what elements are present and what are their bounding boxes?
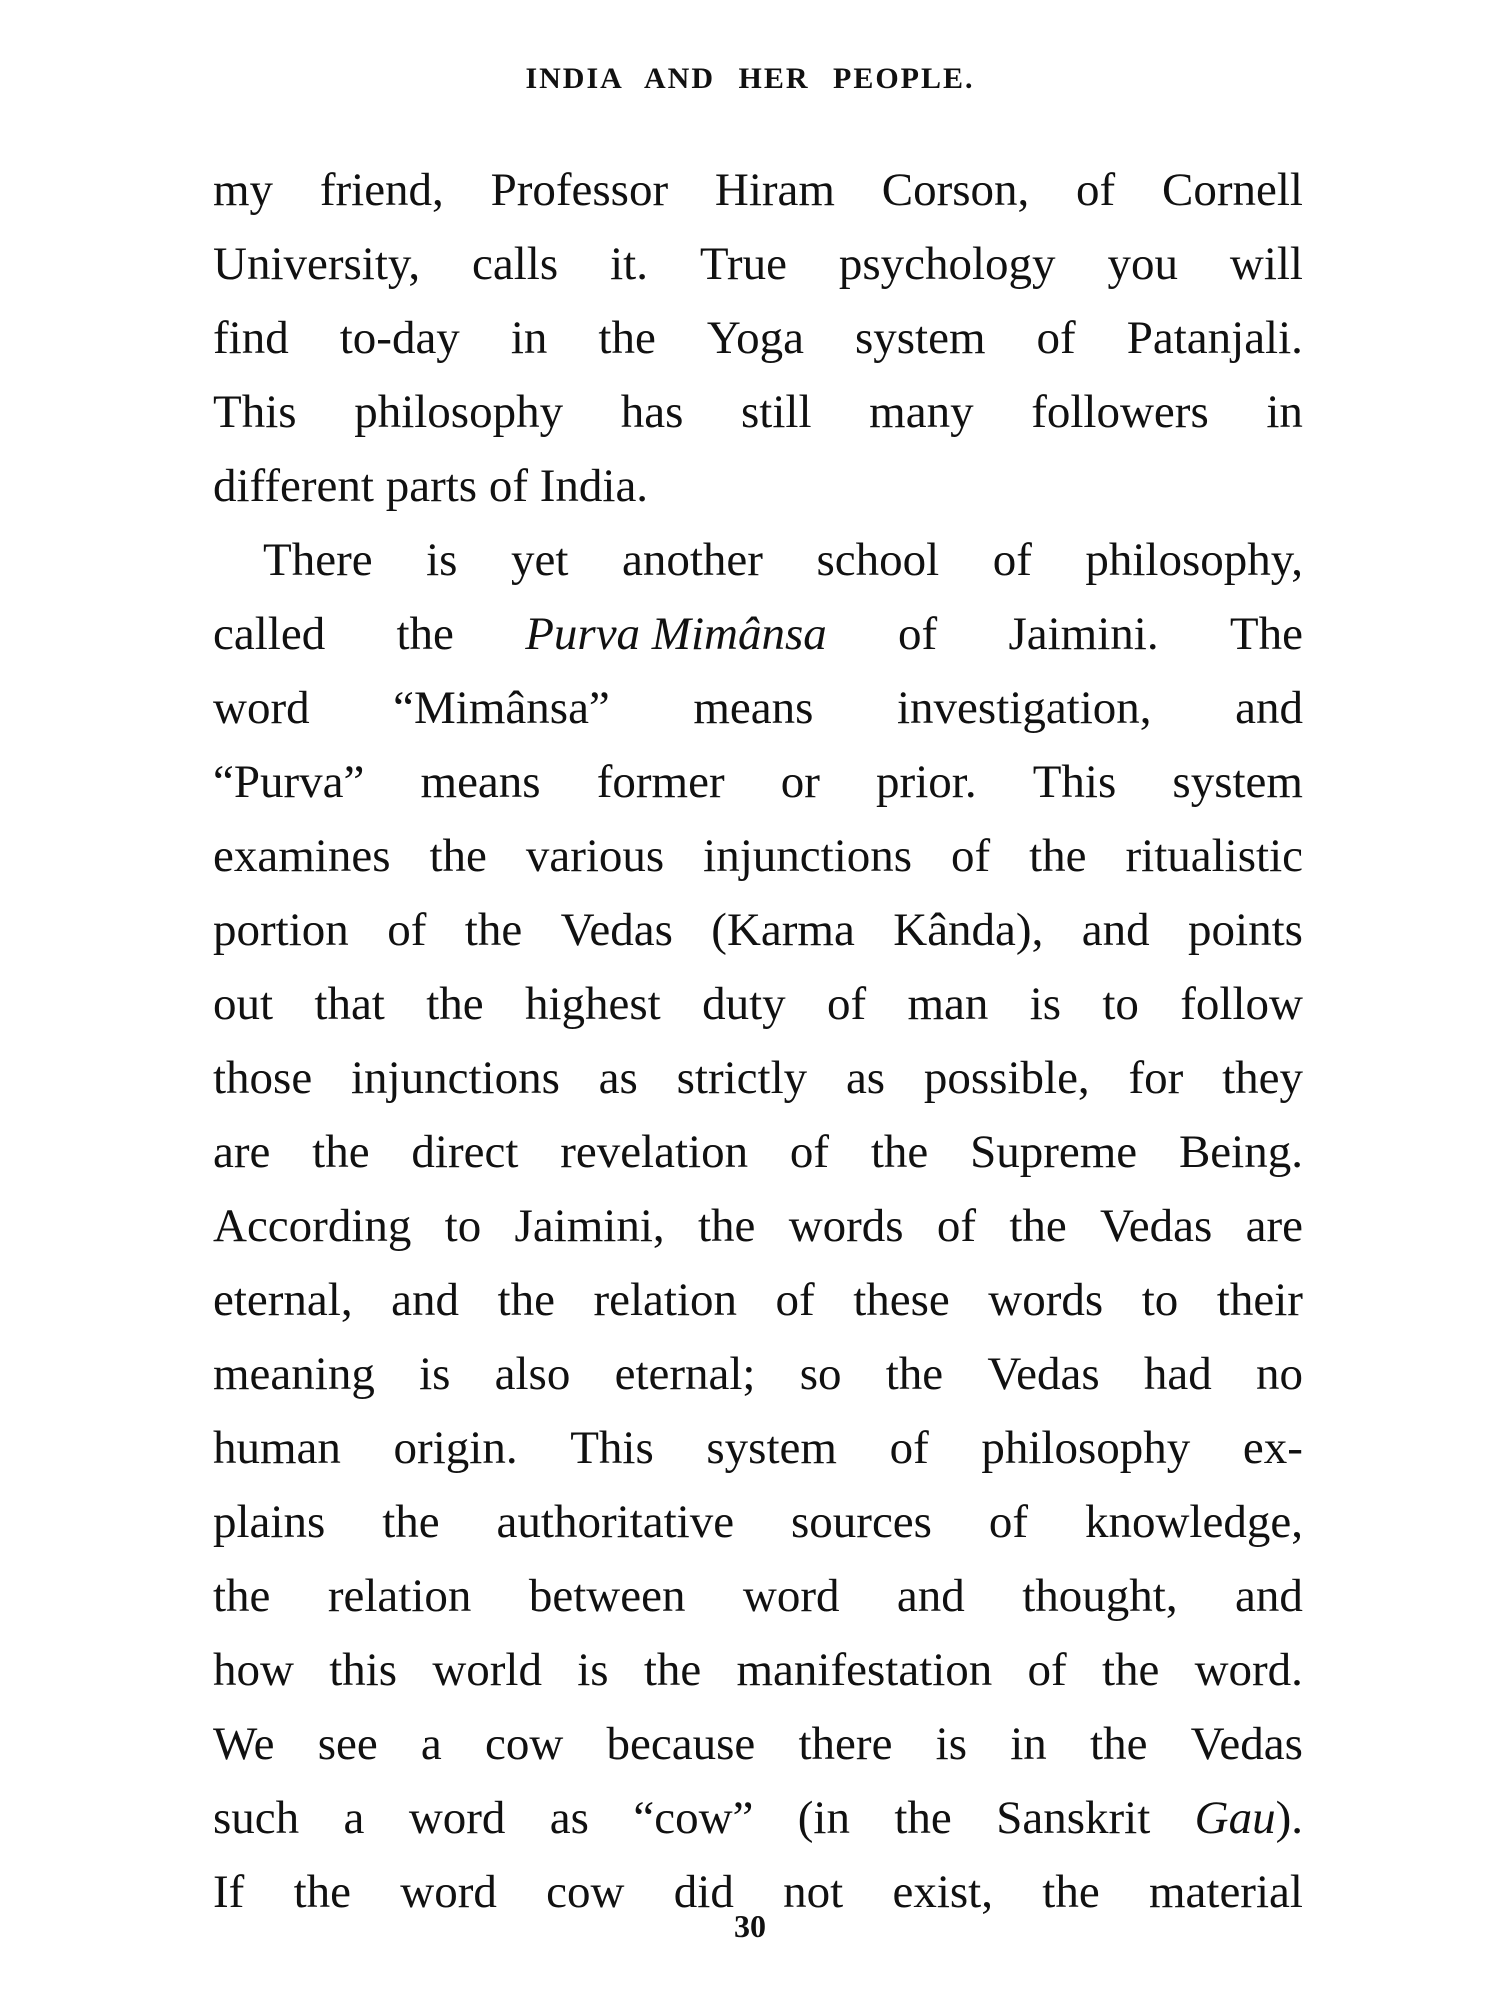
punctuation: ). xyxy=(1275,1792,1303,1844)
word: The xyxy=(1229,608,1303,660)
word: University, xyxy=(213,238,421,290)
word: the xyxy=(213,1570,271,1622)
word: of xyxy=(898,608,938,660)
word: there xyxy=(798,1718,893,1770)
text-line xyxy=(213,671,1303,745)
word: direct xyxy=(411,1126,519,1178)
word: We xyxy=(213,1718,275,1770)
word: If xyxy=(213,1866,245,1918)
text-line xyxy=(213,893,1303,967)
word: system xyxy=(706,1422,837,1474)
word: philosophy xyxy=(981,1422,1191,1474)
word: of xyxy=(889,1422,929,1474)
word: This xyxy=(1032,756,1117,808)
word: these xyxy=(853,1274,950,1326)
word: did xyxy=(673,1866,734,1918)
word: manifestation xyxy=(736,1644,993,1696)
word: Patanjali. xyxy=(1126,312,1303,364)
word xyxy=(525,597,827,671)
word: Vedas xyxy=(1100,1200,1213,1252)
word: followers xyxy=(1031,386,1209,438)
word: thought, xyxy=(1022,1570,1178,1622)
word: True xyxy=(699,238,787,290)
word: origin. xyxy=(393,1422,518,1474)
text-line xyxy=(213,1263,1303,1337)
word: injunctions xyxy=(703,830,913,882)
word: words xyxy=(988,1274,1104,1326)
word: former xyxy=(596,756,725,808)
word: word. xyxy=(1194,1644,1303,1696)
word: of xyxy=(1036,312,1076,364)
word: world xyxy=(432,1644,542,1696)
word: calls xyxy=(472,238,559,290)
word: in xyxy=(510,312,548,364)
word: India. xyxy=(539,460,649,512)
text-line xyxy=(213,1781,1303,1855)
word: the xyxy=(497,1274,555,1326)
word: exist, xyxy=(892,1866,993,1918)
word: also xyxy=(494,1348,571,1400)
text-line xyxy=(213,1559,1303,1633)
word: philosophy, xyxy=(1085,534,1303,586)
word: of xyxy=(387,904,427,956)
text-line xyxy=(213,819,1303,893)
word: Vedas xyxy=(987,1348,1100,1400)
text-line xyxy=(213,375,1303,449)
word: relation xyxy=(593,1274,738,1326)
text-line xyxy=(213,967,1303,1041)
text-line xyxy=(213,523,1303,597)
word: still xyxy=(741,386,812,438)
word: words xyxy=(788,1200,904,1252)
word: Hiram xyxy=(714,164,835,216)
word: they xyxy=(1222,1052,1303,1104)
word: to xyxy=(1102,978,1139,1030)
word: the xyxy=(429,830,487,882)
word: the xyxy=(697,1200,756,1252)
word: of xyxy=(1076,164,1116,216)
word: “Mimânsa” xyxy=(393,682,610,734)
word: According xyxy=(213,1200,412,1252)
word: (Karma xyxy=(711,904,855,956)
text-line xyxy=(213,1411,1303,1485)
word: Professor xyxy=(490,164,669,216)
word: has xyxy=(620,386,684,438)
word: friend, xyxy=(319,164,444,216)
word: authoritative xyxy=(496,1496,735,1548)
word: word xyxy=(408,1792,506,1844)
word: of xyxy=(992,534,1032,586)
word: ex- xyxy=(1242,1422,1303,1474)
word: my xyxy=(213,164,274,216)
word: Being. xyxy=(1178,1126,1303,1178)
word: sources xyxy=(791,1496,932,1548)
word: to xyxy=(444,1200,482,1252)
word: how xyxy=(213,1644,294,1696)
word: is xyxy=(426,534,458,586)
word: this xyxy=(329,1644,398,1696)
text-line xyxy=(213,1633,1303,1707)
text-line xyxy=(213,449,1303,523)
text-line xyxy=(213,1115,1303,1189)
text-line xyxy=(213,1707,1303,1781)
word: of xyxy=(988,1496,1029,1548)
word: another xyxy=(621,534,763,586)
word: There xyxy=(263,534,373,586)
word: and xyxy=(896,1570,965,1622)
word: their xyxy=(1216,1274,1303,1326)
word: is xyxy=(419,1348,451,1400)
word: in xyxy=(1010,1718,1047,1770)
word: and xyxy=(391,1274,459,1326)
word: various xyxy=(525,830,665,882)
word: examines xyxy=(213,830,391,882)
word: of xyxy=(826,978,867,1030)
word: word xyxy=(400,1866,497,1918)
word: Kânda), xyxy=(893,904,1044,956)
word: Jaimini. xyxy=(1008,608,1159,660)
word: because xyxy=(606,1718,756,1770)
word: human xyxy=(213,1422,341,1474)
word: find xyxy=(213,312,289,364)
word: Cornell xyxy=(1161,164,1303,216)
word: means xyxy=(693,682,814,734)
word: strictly xyxy=(676,1052,808,1104)
word: school xyxy=(816,534,940,586)
word: the xyxy=(1101,1644,1160,1696)
word: word xyxy=(213,682,310,734)
word: between xyxy=(528,1570,686,1622)
word: the xyxy=(598,312,656,364)
text-line xyxy=(213,1041,1303,1115)
word: is xyxy=(935,1718,968,1770)
word: “Purva” xyxy=(213,756,365,808)
word: investigation, xyxy=(897,682,1152,734)
word: of xyxy=(936,1200,977,1252)
italic-term: Gau xyxy=(1194,1792,1276,1844)
word: as xyxy=(549,1792,589,1844)
word: different xyxy=(213,460,374,512)
word: a xyxy=(420,1718,442,1770)
word: and xyxy=(1235,682,1303,734)
word: the xyxy=(885,1348,944,1400)
text-line xyxy=(213,153,1303,227)
word: it. xyxy=(610,238,648,290)
word: not xyxy=(783,1866,844,1918)
word: portion xyxy=(213,904,349,956)
word: Sanskrit xyxy=(996,1792,1151,1844)
word: cow xyxy=(485,1718,564,1770)
word: no xyxy=(1255,1348,1303,1400)
text-line xyxy=(213,301,1303,375)
word: to xyxy=(1141,1274,1179,1326)
word: or xyxy=(780,756,820,808)
word: the xyxy=(1009,1200,1067,1252)
word: are xyxy=(213,1126,271,1178)
word: you xyxy=(1107,238,1178,290)
word: the xyxy=(894,1792,952,1844)
word: that xyxy=(314,978,385,1030)
word: the xyxy=(426,978,484,1030)
word: are xyxy=(1245,1200,1303,1252)
text-line xyxy=(213,1337,1303,1411)
word: the xyxy=(382,1496,440,1548)
word: is xyxy=(577,1644,609,1696)
word: and xyxy=(1235,1570,1303,1622)
word: the xyxy=(1042,1866,1100,1918)
word: of xyxy=(789,1126,830,1178)
word: Yoga xyxy=(706,312,804,364)
word: the xyxy=(396,608,454,660)
word: means xyxy=(420,756,541,808)
word: Vedas xyxy=(1190,1718,1303,1770)
page-number: 30 xyxy=(734,1908,766,1944)
word: ritualistic xyxy=(1125,830,1303,882)
word: is xyxy=(1029,978,1062,1030)
word: plains xyxy=(213,1496,326,1548)
word: philosophy xyxy=(354,386,564,438)
word: points xyxy=(1188,904,1303,956)
word: cow xyxy=(546,1866,625,1918)
word: This xyxy=(213,386,297,438)
word: out xyxy=(213,978,274,1030)
word: knowledge, xyxy=(1084,1496,1303,1548)
word: word xyxy=(742,1570,840,1622)
word: as xyxy=(845,1052,886,1104)
text-line xyxy=(213,597,1303,671)
text-line xyxy=(213,227,1303,301)
word: a xyxy=(343,1792,365,1844)
word: the xyxy=(464,904,523,956)
word: the xyxy=(312,1126,370,1178)
word: revelation xyxy=(560,1126,749,1178)
word: in xyxy=(1266,386,1303,438)
word: as xyxy=(598,1052,638,1104)
word: eternal, xyxy=(213,1274,353,1326)
word: Supreme xyxy=(970,1126,1138,1178)
word: Jaimini, xyxy=(514,1200,665,1252)
word: of xyxy=(951,830,991,882)
word: the xyxy=(1090,1718,1148,1770)
word: (in xyxy=(797,1792,850,1844)
word: man xyxy=(907,978,989,1030)
word: duty xyxy=(702,978,786,1030)
word: Vedas xyxy=(560,904,673,956)
word: relation xyxy=(327,1570,472,1622)
word: of xyxy=(488,460,528,512)
word: highest xyxy=(524,978,661,1030)
word: for xyxy=(1128,1052,1184,1104)
word: of xyxy=(1027,1644,1067,1696)
word: such xyxy=(213,1792,300,1844)
word: so xyxy=(799,1348,842,1400)
word: Corson, xyxy=(881,164,1030,216)
word: the xyxy=(1029,830,1087,882)
word: prior. xyxy=(876,756,977,808)
body-text xyxy=(213,153,1303,1929)
word: will xyxy=(1229,238,1303,290)
running-head: INDIA AND HER PEOPLE. xyxy=(525,62,975,95)
word: eternal; xyxy=(614,1348,756,1400)
word: follow xyxy=(1180,978,1303,1030)
word: the xyxy=(293,1866,352,1918)
word: the xyxy=(643,1644,702,1696)
text-line xyxy=(213,745,1303,819)
word: yet xyxy=(511,534,569,586)
word: material xyxy=(1148,1866,1303,1918)
word: meaning xyxy=(213,1348,375,1400)
word: had xyxy=(1143,1348,1212,1400)
text-line xyxy=(213,1189,1303,1263)
word: see xyxy=(317,1718,378,1770)
word: of xyxy=(775,1274,815,1326)
italic-term: Purva Mimânsa xyxy=(525,608,827,660)
word: to-day xyxy=(339,312,460,364)
word: those xyxy=(213,1052,313,1104)
word: possible, xyxy=(923,1052,1090,1104)
word: many xyxy=(869,386,974,438)
word: the xyxy=(870,1126,929,1178)
word: parts xyxy=(385,460,478,512)
word: psychology xyxy=(838,238,1056,290)
word: injunctions xyxy=(351,1052,560,1104)
word: and xyxy=(1081,904,1150,956)
word: system xyxy=(1172,756,1303,808)
text-line xyxy=(213,1485,1303,1559)
word xyxy=(1195,1781,1303,1855)
word: system xyxy=(854,312,986,364)
word: “cow” xyxy=(633,1792,754,1844)
word: called xyxy=(213,608,326,660)
word: This xyxy=(570,1422,654,1474)
